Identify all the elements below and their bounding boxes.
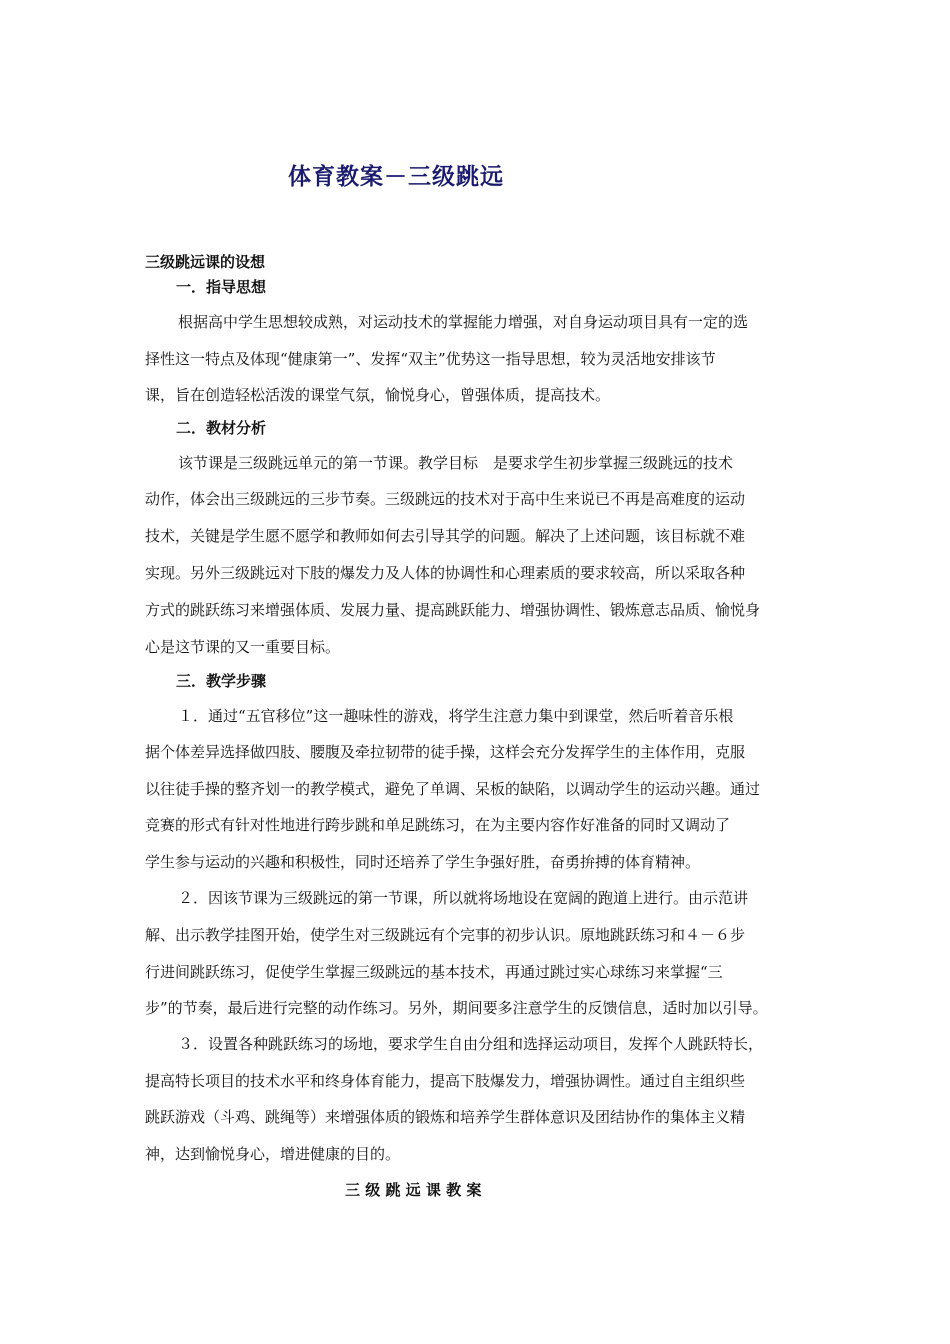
paragraph-line: 该节课是三级跳远单元的第一节课。教学目标 是要求学生初步掌握三级跳远的技术 (178, 454, 734, 472)
paragraph-line: 实现。另外三级跳远对下肢的爆发力及人体的协调性和心理素质的要求较高，所以采取各种 (145, 564, 746, 582)
section-heading: 三级跳远课的设想 (145, 253, 266, 271)
paragraph-line: 据个体差异选择做四肢、腰腹及牵拉韧带的徒手操，这样会充分发挥学生的主体作用，克服 (145, 743, 746, 761)
paragraph-line: 解、出示教学挂图开始，使学生对三级跳远有个完事的初步认识。原地跳跃练习和４－６步 (145, 926, 746, 944)
subheading-teaching-steps: 三．教学步骤 (176, 672, 267, 690)
paragraph-line: 行进间跳跃练习，促使学生掌握三级跳远的基本技术，再通过跳过实心球练习来掌握“三 (145, 963, 723, 981)
lesson-plan-heading: 三 级 跳 远 课 教 案 (345, 1181, 482, 1199)
paragraph-line: 课，旨在创造轻松活泼的课堂气氛，愉悦身心，曾强体质，提高技术。 (145, 386, 611, 404)
paragraph-line: ２．因该节课为三级跳远的第一节课，所以就将场地设在宽阔的跑道上进行。由示范讲 (178, 889, 749, 907)
paragraph-line: 心是这节课的又一重要目标。 (145, 638, 341, 656)
paragraph-line: 择性这一特点及体现“健康第一”、发挥“双主”优势这一指导思想，较为灵活地安排该节 (145, 350, 716, 368)
paragraph-line: 神，达到愉悦身心，增进健康的目的。 (145, 1145, 401, 1163)
paragraph-line: 方式的跳跃练习来增强体质、发展力量、提高跳跃能力、增强协调性、锻炼意志品质、愉悦身 (145, 601, 761, 619)
subheading-material-analysis: 二．教材分析 (176, 419, 267, 437)
document-title: 体育教案－三级跳远 (288, 164, 504, 190)
paragraph-line: 技术，关键是学生愿不愿学和教师如何去引导其学的问题。解决了上述问题，该目标就不难 (145, 527, 746, 545)
paragraph-line: 步”的节奏，最后进行完整的动作练习。另外，期间要多注意学生的反馈信息，适时加以引导。 (145, 999, 768, 1017)
paragraph-line: 跳跃游戏（斗鸡、跳绳等）来增强体质的锻炼和培养学生群体意识及团结协作的集体主义精 (145, 1108, 746, 1126)
paragraph-line: 根据高中学生思想较成熟，对运动技术的掌握能力增强，对自身运动项目具有一定的选 (178, 313, 749, 331)
paragraph-line: 提高特长项目的技术水平和终身体育能力，提高下肢爆发力，增强协调性。通过自主组织些 (145, 1072, 746, 1090)
paragraph-line: ３．设置各种跳跃练习的场地，要求学生自由分组和选择运动项目，发挥个人跳跃特长， (178, 1035, 764, 1053)
subheading-guiding-idea: 一．指导思想 (176, 278, 267, 296)
paragraph-line: 竞赛的形式有针对性地进行跨步跳和单足跳练习，在为主要内容作好准备的同时又调动了 (145, 816, 731, 834)
paragraph-line: 动作，体会出三级跳远的三步节奏。三级跳远的技术对于高中生来说已不再是高难度的运动 (145, 490, 746, 508)
paragraph-line: １．通过“五官移位”这一趣味性的游戏，将学生注意力集中到课堂，然后听着音乐根 (178, 707, 734, 725)
paragraph-line: 学生参与运动的兴趣和积极性，同时还培养了学生争强好胜，奋勇拚搏的体育精神。 (145, 853, 701, 871)
paragraph-line: 以往徒手操的整齐划一的教学模式，避免了单调、呆板的缺陷，以调动学生的运动兴趣。通过 (145, 780, 761, 798)
